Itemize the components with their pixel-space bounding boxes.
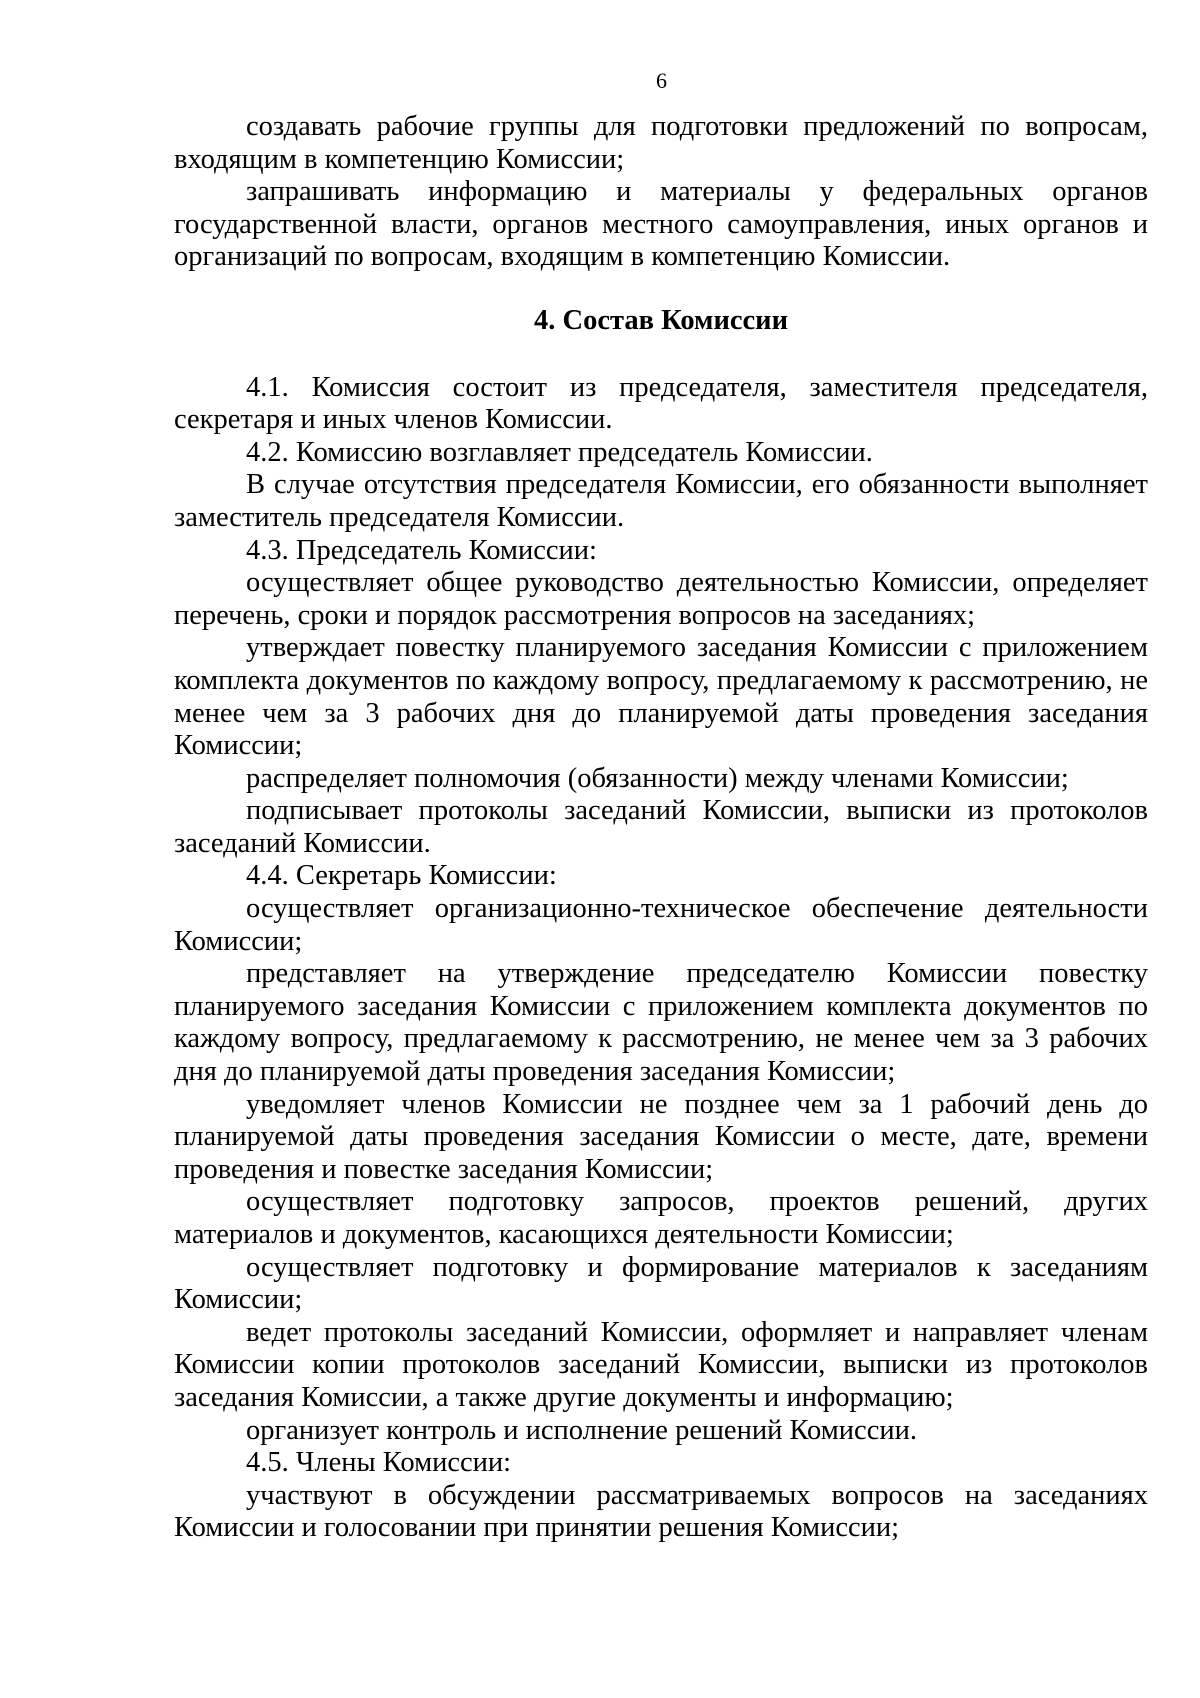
paragraph-intro-2: запрашивать информацию и материалы у федеральных органов государственной власти, органов местного самоуправления, иных органов и организаций по вопросам, входящим в компетенцию Комиссии. <box>174 176 1148 273</box>
paragraph-secretary-duty-4: осуществляет подготовку запросов, проектов решений, других материалов и документов, касающихся деятельности Комиссии; <box>174 1186 1148 1250</box>
paragraph-4-4: 4.4. Секретарь Комиссии: <box>246 860 557 892</box>
paragraph-secretary-duty-3: уведомляет членов Комиссии не позднее чем за 1 рабочий день до планируемой даты проведения заседания Комиссии о месте, дате, времени проведения и повестке заседания Комиссии; <box>174 1088 1148 1185</box>
paragraph-absence: В случае отсутствия председателя Комиссии, его обязанности выполняет заместитель председателя Комиссии. <box>174 469 1148 533</box>
page-number: 6 <box>656 68 667 93</box>
paragraph-secretary-duty-2: представляет на утверждение председателю Комиссии повестку планируемого заседания Комиссии с приложением комплекта документов по каждому вопросу, предлагаемому к рассмотрению, не менее чем за 3 рабочих дня до планируемой даты проведения заседания Комиссии; <box>174 958 1148 1088</box>
paragraph-4-2: 4.2. Комиссию возглавляет председатель Комиссии. <box>246 436 873 468</box>
paragraph-member-duty-1: участвуют в обсуждении рассматриваемых вопросов на заседаниях Комиссии и голосовании при принятии решения Комиссии; <box>174 1479 1148 1544</box>
paragraph-secretary-duty-1: осуществляет организационно-техническое обеспечение деятельности Комиссии; <box>174 893 1148 957</box>
paragraph-intro-1: создавать рабочие группы для подготовки предложений по вопросам, входящим в компетенцию Комиссии; <box>174 111 1148 175</box>
paragraph-secretary-duty-6: ведет протоколы заседаний Комиссии, оформляет и направляет членам Комиссии копии протоколов заседаний Комиссии, выписки из протоколов заседания Комиссии, а также другие документы и информацию; <box>174 1316 1148 1413</box>
paragraph-4-5: 4.5. Члены Комиссии: <box>246 1447 512 1479</box>
paragraph-chair-duty-2: утверждает повестку планируемого заседания Комиссии с приложением комплекта документов по каждому вопросу, предлагаемому к рассмотрению, не менее чем за 3 рабочих дня до планируемой даты проведения заседания Комиссии; <box>174 632 1148 762</box>
paragraph-chair-duty-3: распределяет полномочия (обязанности) между членами Комиссии; <box>246 762 1069 794</box>
section-heading: 4. Состав Комиссии <box>533 304 789 336</box>
paragraph-chair-duty-1: осуществляет общее руководство деятельностью Комиссии, определяет перечень, сроки и порядок рассмотрения вопросов на заседаниях; <box>174 567 1148 631</box>
paragraph-chair-duty-4: подписывает протоколы заседаний Комиссии, выписки из протоколов заседаний Комиссии. <box>174 795 1148 859</box>
paragraph-4-3: 4.3. Председатель Комиссии: <box>246 534 597 566</box>
paragraph-secretary-duty-7: организует контроль и исполнение решений Комиссии. <box>246 1414 917 1446</box>
paragraph-secretary-duty-5: осуществляет подготовку и формирование материалов к заседаниям Комиссии; <box>174 1251 1148 1316</box>
paragraph-4-1: 4.1. Комиссия состоит из председателя, заместителя председателя, секретаря и иных членов Комиссии. <box>174 371 1148 436</box>
document-page <box>174 111 1148 1545</box>
